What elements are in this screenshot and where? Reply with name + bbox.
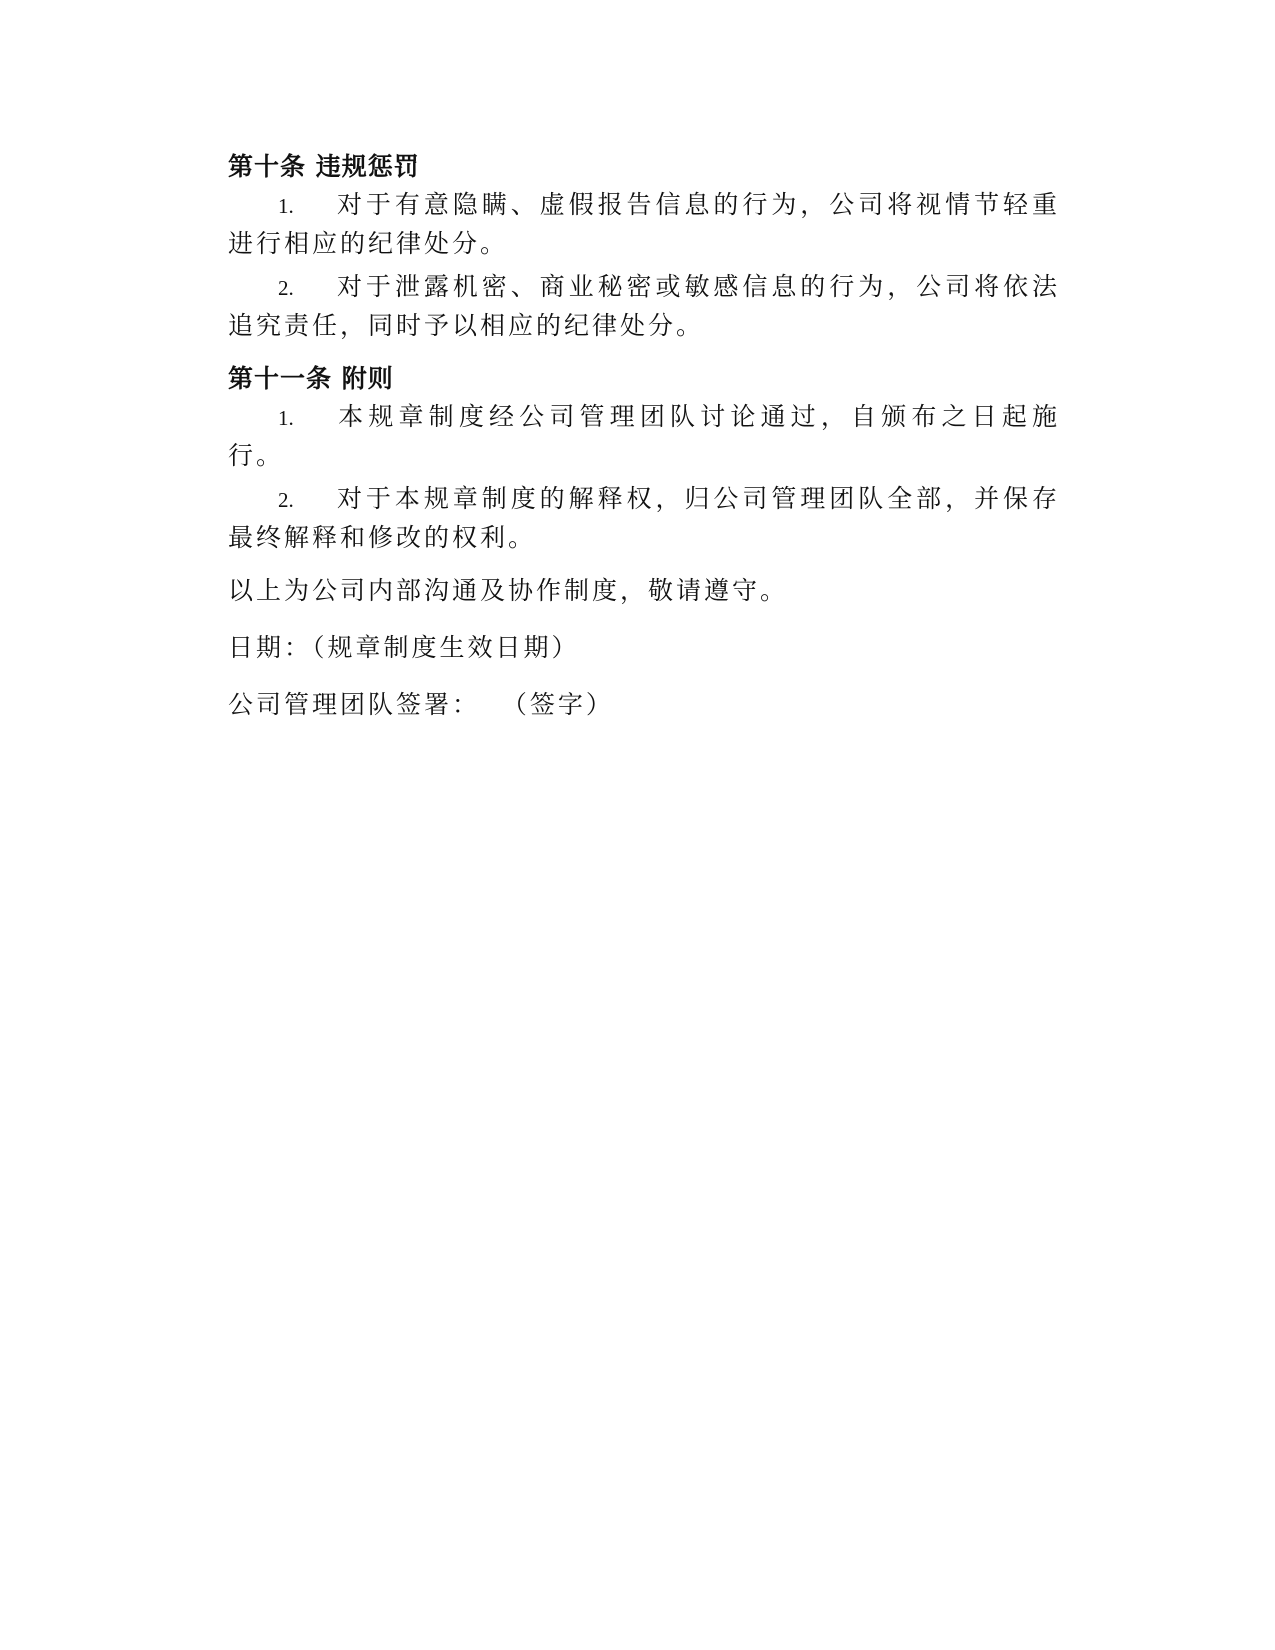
item-number: 2. xyxy=(278,488,294,512)
document-page xyxy=(228,148,1060,743)
item-number: 2. xyxy=(278,276,294,300)
list-item xyxy=(228,480,1060,556)
signature-line: 公司管理团队签署： （签字） xyxy=(228,690,614,719)
item-text: 对于有意隐瞒、虚假报告信息的行为，公司将视情节轻重进行相应的纪律处分。 xyxy=(228,190,1060,258)
item-text: 对于泄露机密、商业秘密或敏感信息的行为，公司将依法追究责任，同时予以相应的纪律处分。 xyxy=(228,272,1060,340)
closing-statement: 以上为公司内部沟通及协作制度，敬请遵守。 xyxy=(228,576,789,605)
section-heading: 第十条 违规惩罚 xyxy=(228,152,420,181)
section-article-11 xyxy=(228,360,1060,556)
list-item xyxy=(228,186,1060,262)
date-line: 日期：（规章制度生效日期） xyxy=(228,633,580,662)
list-item xyxy=(228,398,1060,474)
item-number: 1. xyxy=(278,406,294,430)
item-number: 1. xyxy=(278,194,294,218)
list-item xyxy=(228,268,1060,344)
section-heading: 第十一条 附则 xyxy=(228,364,394,393)
item-text: 本规章制度经公司管理团队讨论通过，自颁布之日起施行。 xyxy=(228,402,1060,470)
section-article-10 xyxy=(228,148,1060,344)
item-text: 对于本规章制度的解释权，归公司管理团队全部，并保存最终解释和修改的权利。 xyxy=(228,484,1060,552)
